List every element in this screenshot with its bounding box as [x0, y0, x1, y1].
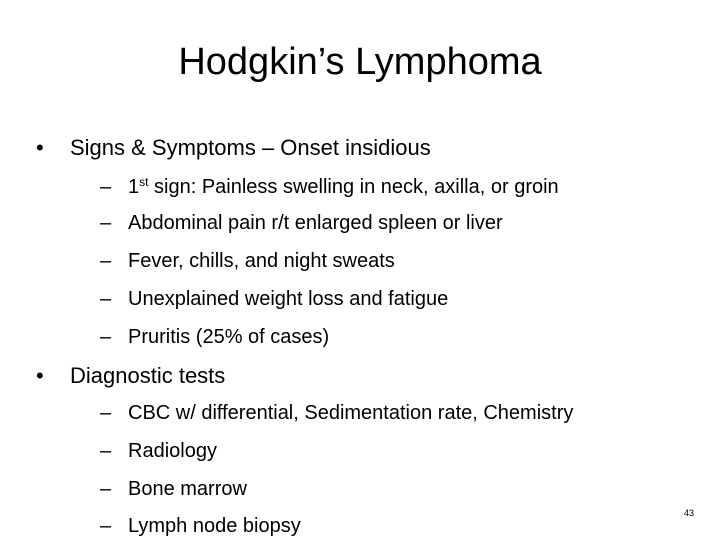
section-heading: Diagnostic tests	[70, 363, 226, 388]
list-item-text: Abdominal pain r/t enlarged spleen or liver	[128, 212, 503, 234]
dash-marker: –	[100, 326, 112, 348]
bullet-marker: •	[36, 135, 44, 160]
dash-marker: –	[100, 250, 112, 272]
first-sign-text: sign: Painless swelling in neck, axilla, or groin	[148, 176, 559, 198]
list-item-text: Radiology	[128, 440, 217, 462]
dash-marker: –	[100, 176, 112, 198]
list-item-text: Pruritis (25% of cases)	[128, 326, 330, 348]
sub-bullet-lymph-node-biopsy	[100, 512, 301, 540]
dash-marker: –	[100, 288, 112, 310]
dash-marker: –	[100, 212, 112, 234]
sub-bullet-first-sign	[100, 173, 559, 201]
bullet-marker: •	[36, 363, 44, 388]
page-number: 43	[684, 508, 695, 518]
sub-bullet-bone-marrow	[100, 475, 247, 503]
first-sign-superscript: st	[139, 175, 149, 189]
bullet-diagnostic-tests	[36, 361, 225, 391]
dash-marker: –	[100, 478, 112, 500]
list-item-text: Unexplained weight loss and fatigue	[128, 288, 449, 310]
sub-bullet-cbc	[100, 399, 573, 427]
list-item-text: Bone marrow	[128, 478, 247, 500]
sub-bullet-radiology	[100, 437, 217, 465]
list-item-text: Lymph node biopsy	[128, 515, 301, 537]
sub-bullet-weight-loss	[100, 285, 448, 313]
dash-marker: –	[100, 402, 112, 424]
sub-bullet-abdominal-pain	[100, 209, 503, 237]
dash-marker: –	[100, 515, 112, 537]
bullet-signs-symptoms	[36, 133, 431, 163]
sub-bullet-fever	[100, 247, 395, 275]
list-item-text: CBC w/ differential, Sedimentation rate, Chemistry	[128, 402, 574, 424]
section-heading: Signs & Symptoms – Onset insidious	[70, 135, 431, 160]
list-item-text: Fever, chills, and night sweats	[128, 250, 395, 272]
first-sign-prefix: 1	[128, 176, 140, 198]
sub-bullet-pruritis	[100, 323, 329, 351]
slide-title: Hodgkin’s Lymphoma	[178, 41, 542, 83]
dash-marker: –	[100, 440, 112, 462]
